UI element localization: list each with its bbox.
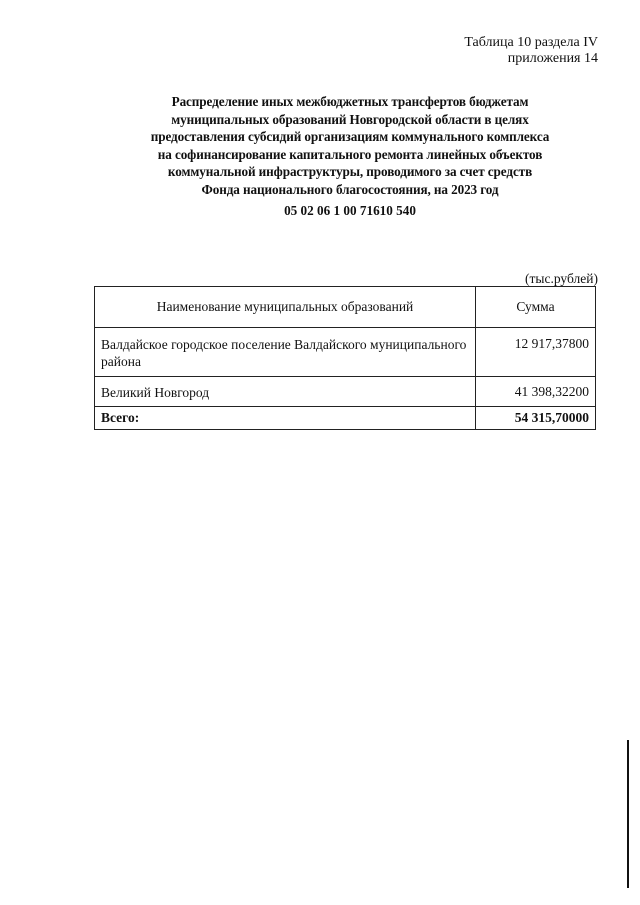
header-sum: Сумма	[476, 287, 596, 328]
row-sum: 41 398,32200	[476, 377, 596, 407]
table-row	[95, 328, 596, 377]
row-name: Великий Новгород	[95, 377, 476, 407]
title-line: предоставления субсидий организациям коммунального комплекса	[150, 129, 550, 145]
total-row	[95, 407, 596, 430]
title-line: муниципальных образований Новгородской области в целях	[171, 111, 529, 127]
title-line: коммунальной инфраструктуры, проводимого за счет средств	[167, 164, 533, 180]
table-header-row	[95, 287, 596, 328]
budget-classification-code: 05 02 06 1 00 71610 540	[284, 203, 416, 218]
table-reference	[464, 35, 598, 67]
total-label: Всего:	[95, 407, 476, 430]
reference-line-2: приложения 14	[507, 51, 598, 66]
reference-line-1: Таблица 10 раздела IV	[464, 35, 598, 50]
title-line: Распределение иных межбюджетных трансфертов бюджетам	[171, 94, 529, 109]
document-title	[80, 93, 620, 199]
scan-edge-mark	[627, 740, 629, 888]
table-row	[95, 377, 596, 407]
total-sum: 54 315,70000	[476, 407, 596, 430]
header-name: Наименование муниципальных образований	[95, 287, 476, 328]
row-name: Валдайское городское поселение Валдайского муниципального района	[95, 328, 476, 377]
unit-label: (тыс.рублей)	[525, 271, 598, 286]
row-sum: 12 917,37800	[476, 328, 596, 377]
title-line: на софинансирование капитального ремонта линейных объектов	[157, 146, 543, 162]
distribution-table	[94, 286, 596, 430]
title-line: Фонда национального благосостояния, на 2023 год	[201, 181, 499, 197]
